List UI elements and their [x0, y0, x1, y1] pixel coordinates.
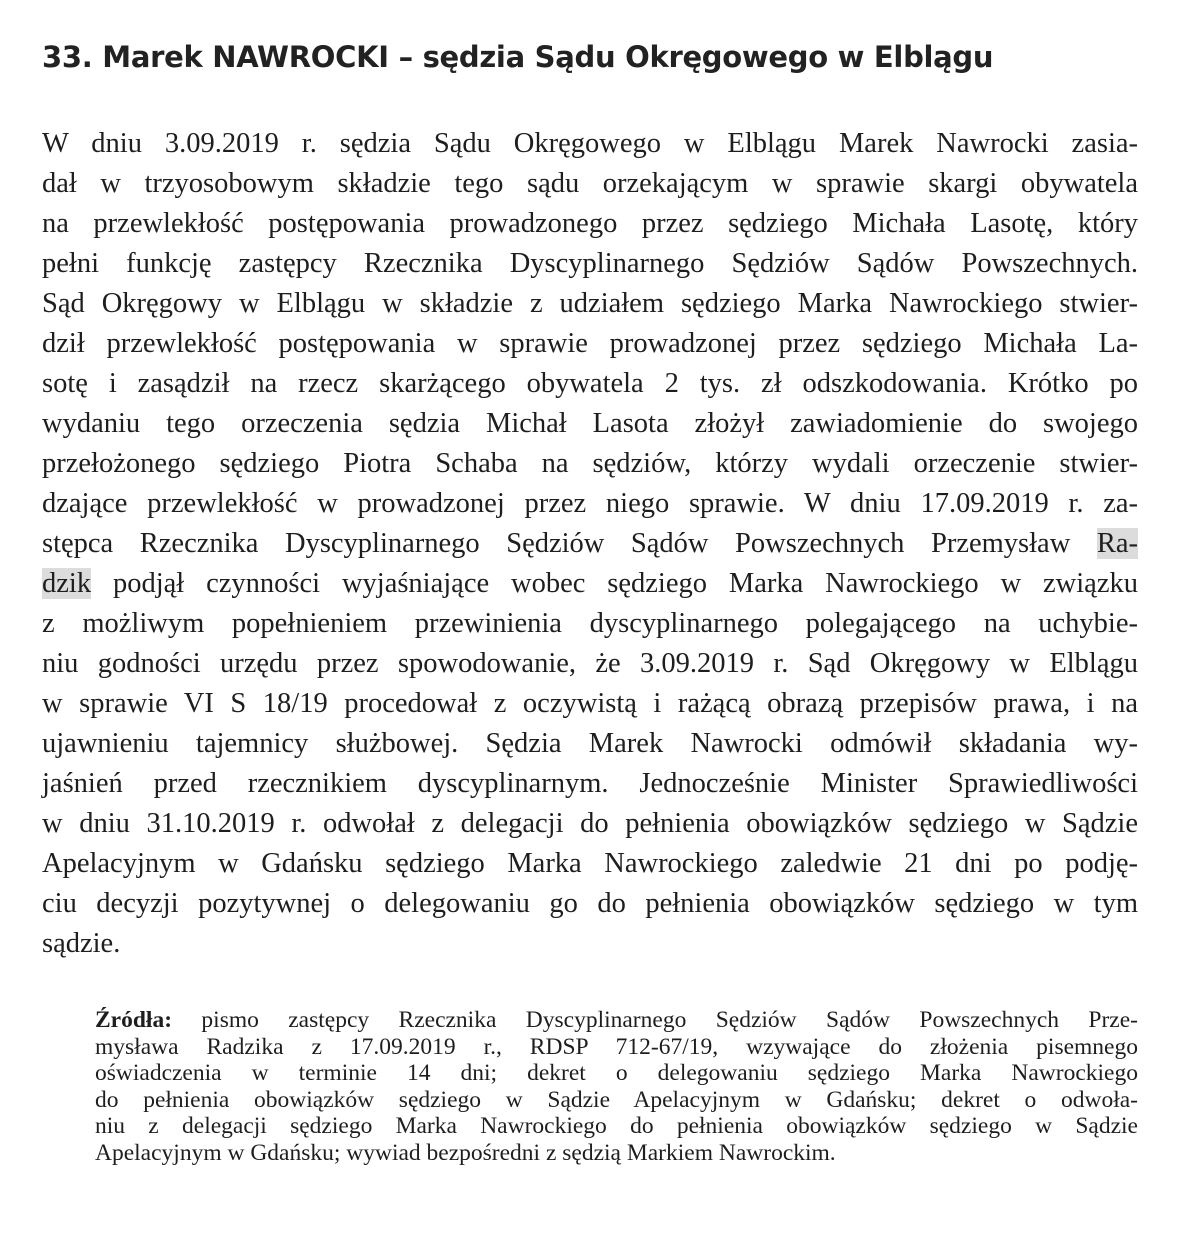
text-line: Sąd Okręgowy w Elblągu w składzie z udziałem sędziego Marka Nawrockiego stwier- [42, 288, 1138, 319]
text-line: ujawnieniu tajemnicy służbowej. Sędzia Marek Nawrocki odmówił składania wy- [42, 728, 1138, 759]
text-line: Apelacyjnym w Gdańsku sędziego Marka Nawrockiego zaledwie 21 dni po podję- [42, 848, 1138, 879]
text-line: dzające przewlekłość w prowadzonej przez niego sprawie. W dniu 17.09.2019 r. za- [42, 488, 1138, 519]
highlighted-text[interactable]: dzik [42, 568, 92, 599]
highlighted-text[interactable]: Ra- [1096, 528, 1138, 559]
text-line: sądzie. [42, 928, 121, 959]
text-line: niu z delegacji sędziego Marka Nawrockiego do pełnienia obowiązków sędziego w Sądzie [95, 1113, 1138, 1140]
text-line: W dniu 3.09.2019 r. sędzia Sądu Okręgowego w Elblągu Marek Nawrocki zasia- [42, 128, 1138, 159]
text-line: mysława Radzika z 17.09.2019 r., RDSP 712-67/19, wzywające do złożenia pisemnego [95, 1033, 1138, 1060]
text-line: pełni funkcję zastępcy Rzecznika Dyscyplinarnego Sędziów Sądów Powszechnych. [42, 248, 1138, 279]
text-line: sotę i zasądził na rzecz skarżącego obywatela 2 tys. zł odszkodowania. Krótko po [42, 368, 1138, 399]
text-line [95, 1007, 1138, 1034]
text-segment: stępca Rzecznika Dyscyplinarnego Sędziów Sądów Powszechnych Przemysław [42, 528, 1097, 559]
text-line [42, 524, 1138, 564]
text-line: w sprawie VI S 18/19 procedował z oczywistą i rażącą obrazą przepisów prawa, i na [42, 688, 1138, 719]
text-line: do pełnienia obowiązków sędziego w Sądzie Apelacyjnym w Gdańsku; dekret o odwoła- [95, 1086, 1138, 1113]
sources-note [95, 1007, 1138, 1167]
text-segment: podjął czynności wyjaśniające wobec sędziego Marka Nawrockiego w związku [91, 568, 1138, 599]
text-segment: pismo zastępcy Rzecznika Dyscyplinarnego Sędziów Sądów Powszechnych Prze- [172, 1007, 1138, 1033]
text-line: jaśnień przed rzecznikiem dyscyplinarnym. Jednocześnie Minister Sprawiedliwości [42, 768, 1138, 799]
text-line: w dniu 31.10.2019 r. odwołał z delegacji do pełnienia obowiązków sędziego w Sądzie [42, 808, 1138, 839]
text-line: dał w trzyosobowym składzie tego sądu orzekającym w sprawie skargi obywatela [42, 168, 1138, 199]
sources-label: Źródła: [95, 1007, 173, 1033]
text-line: na przewlekłość postępowania prowadzonego przez sędziego Michała Lasotę, który [42, 208, 1138, 239]
text-line [42, 564, 1138, 604]
text-line: ciu decyzji pozytywnej o delegowaniu go do pełnienia obowiązków sędziego w tym [42, 888, 1138, 919]
text-line: Apelacyjnym w Gdańsku; wywiad bezpośredni z sędzią Markiem Nawrockim. [95, 1139, 836, 1166]
text-line: niu godności urzędu przez spowodowanie, że 3.09.2019 r. Sąd Okręgowy w Elblągu [42, 648, 1138, 679]
text-line: przełożonego sędziego Piotra Schaba na sędziów, którzy wydali orzeczenie stwier- [42, 448, 1138, 479]
section-title: 33. Marek NAWROCKI – sędzia Sądu Okręgowego w Elblągu [42, 40, 994, 74]
text-line: z możliwym popełnieniem przewinienia dyscyplinarnego polegającego na uchybie- [42, 608, 1138, 639]
text-line: dził przewlekłość postępowania w sprawie prowadzonej przez sędziego Michała La- [42, 328, 1138, 359]
text-line: wydaniu tego orzeczenia sędzia Michał Lasota złożył zawiadomienie do swojego [42, 408, 1138, 439]
body-paragraph [42, 124, 1138, 964]
text-line: oświadczenia w terminie 14 dni; dekret o delegowaniu sędziego Marka Nawrockiego [95, 1060, 1138, 1087]
